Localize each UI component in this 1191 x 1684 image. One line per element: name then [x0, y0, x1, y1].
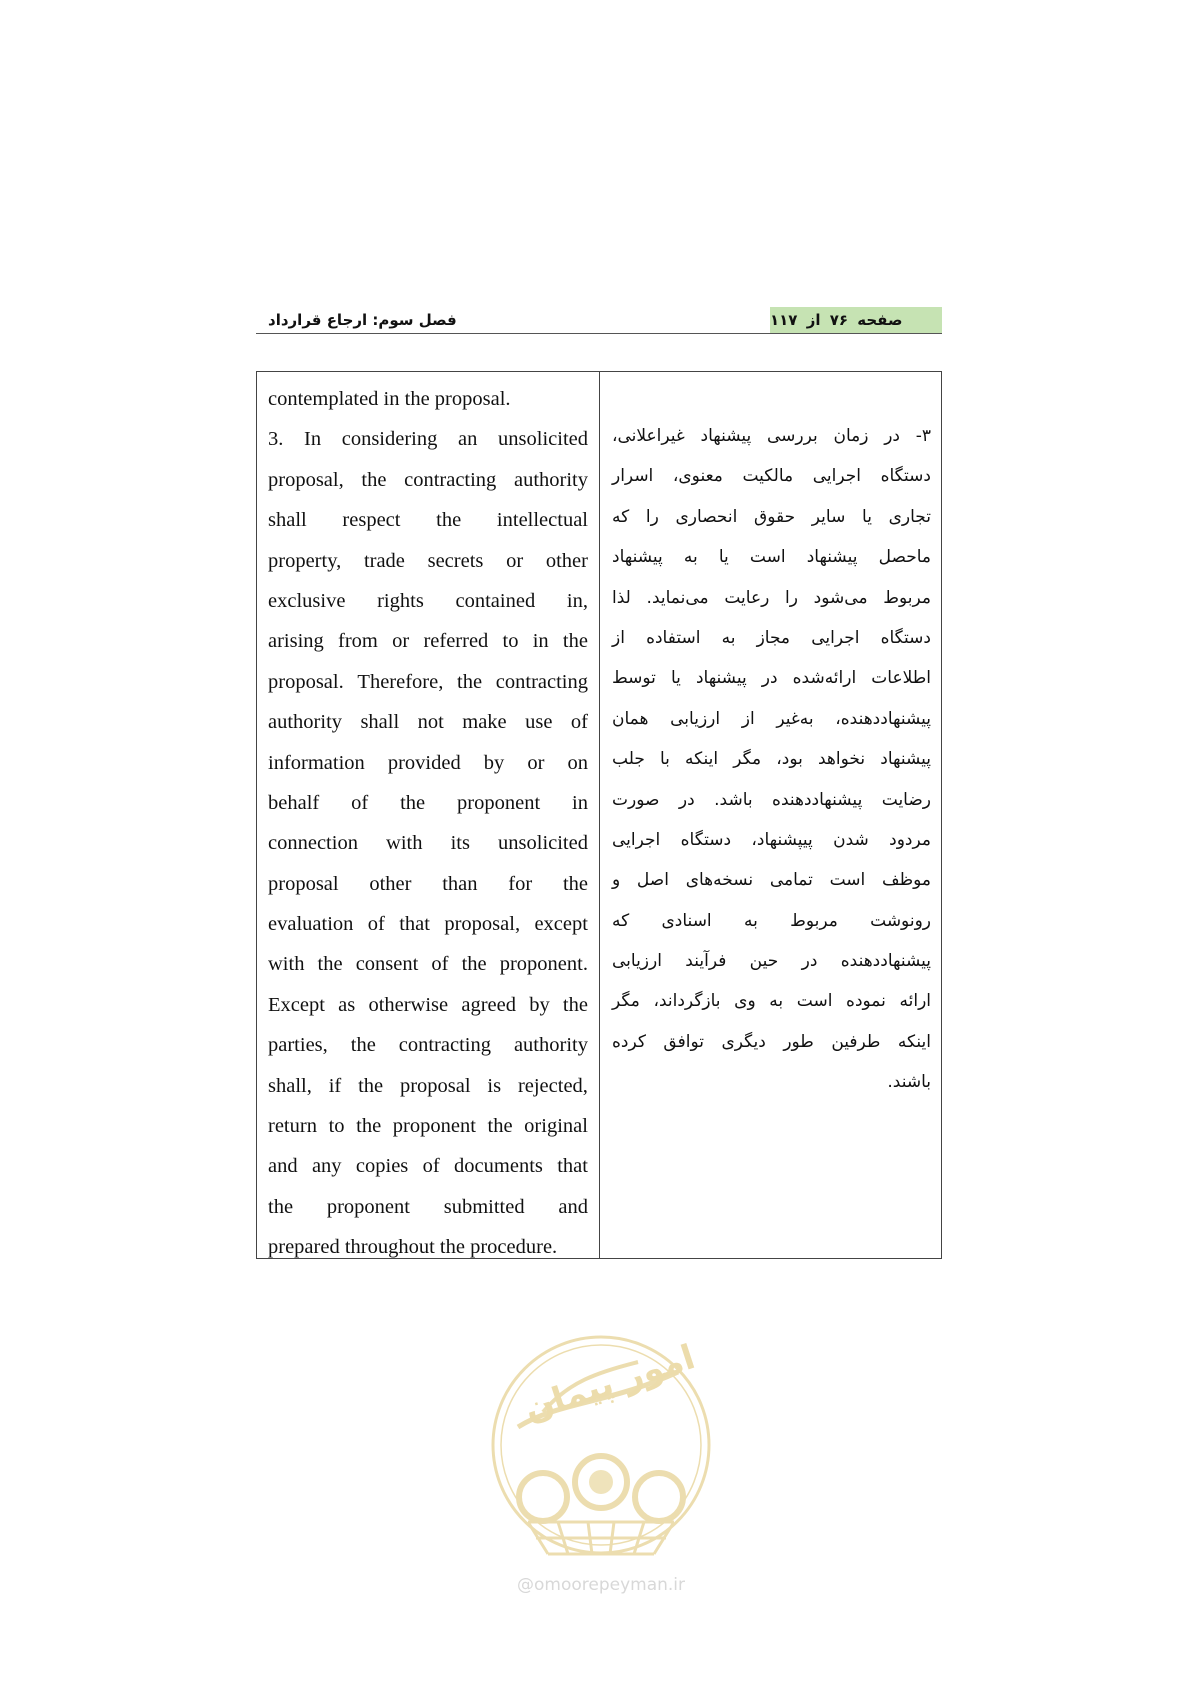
english-line: [268, 702, 588, 742]
english-word: to: [328, 1115, 345, 1138]
english-word: unsolicited: [498, 428, 588, 451]
english-word: in: [572, 791, 588, 814]
english-word: of: [367, 913, 385, 936]
english-line: [268, 783, 588, 823]
english-word: provided: [387, 751, 461, 774]
english-word: contracting: [398, 1034, 491, 1057]
english-word: connection: [268, 832, 358, 855]
english-word: secrets: [427, 549, 484, 572]
english-word: not: [417, 711, 444, 734]
english-word: than: [442, 872, 478, 895]
persian-line: پیشنهاددهنده، به‌غیر از ارزیابی همان: [612, 708, 931, 729]
english-line: [268, 1106, 588, 1146]
english-word: proposal: [268, 872, 339, 895]
english-column: [257, 372, 600, 1258]
english-word: any: [311, 1155, 342, 1178]
persian-line: اینکه طرفین طور دیگری توافق کرده: [612, 1031, 931, 1052]
english-word: rejected,: [517, 1074, 588, 1097]
english-word: the: [562, 872, 588, 895]
persian-line: رضایت پیشنهاددهنده باشد. در صورت: [612, 789, 931, 810]
english-word: proponent: [326, 1195, 410, 1218]
english-line: [268, 1025, 588, 1065]
english-word: copies: [355, 1155, 409, 1178]
english-word: in,: [566, 589, 588, 612]
english-word: shall,: [268, 1074, 312, 1097]
english-word: arising: [268, 630, 324, 653]
english-word: the: [317, 953, 343, 976]
english-word: from: [338, 630, 378, 653]
persian-line: دستگاه اجرایی مجاز به استفاده از: [612, 627, 931, 648]
english-word: the: [562, 630, 588, 653]
english-word: authority: [513, 1034, 588, 1057]
watermark-url: @omoorepeyman.ir: [516, 1575, 686, 1595]
bilingual-table: [256, 371, 942, 1259]
english-word: that: [399, 913, 430, 936]
english-word: intellectual: [496, 509, 588, 532]
english-line: [268, 581, 588, 621]
english-word: use: [525, 711, 553, 734]
english-word: the: [457, 670, 483, 693]
english-word: an: [458, 428, 478, 451]
english-line: [268, 743, 588, 783]
english-word: on: [567, 751, 588, 774]
english-word: otherwise: [368, 993, 449, 1016]
english-word: referred: [423, 630, 489, 653]
english-word: parties,: [268, 1034, 328, 1057]
english-word: trade: [363, 549, 405, 572]
english-word: behalf: [268, 791, 320, 814]
english-word: by: [529, 993, 550, 1016]
english-word: with: [386, 832, 423, 855]
english-word: as: [338, 993, 356, 1016]
english-word: proponent.: [499, 953, 588, 976]
english-word: return: [268, 1115, 317, 1138]
english-word: original: [524, 1115, 588, 1138]
page-header: [256, 307, 942, 334]
english-word: authority: [268, 711, 343, 734]
english-word: In: [304, 428, 322, 451]
english-word: the: [361, 468, 387, 491]
english-word: shall: [268, 509, 307, 532]
english-word: contracting: [404, 468, 497, 491]
english-word: except: [534, 913, 588, 936]
english-word: that: [557, 1155, 588, 1178]
english-word: and: [558, 1195, 588, 1218]
english-line: [268, 1066, 588, 1106]
persian-line: ۳- در زمان بررسی پیشنهاد غیراعلانی،: [612, 426, 931, 446]
english-word: respect: [342, 509, 401, 532]
english-word: consent: [355, 953, 419, 976]
english-word: submitted: [443, 1195, 525, 1218]
english-word: rights: [377, 589, 424, 612]
english-word: proposal,: [268, 468, 344, 491]
persian-line: مردود شدن پیپشنهاد، دستگاه اجرایی: [612, 829, 931, 850]
english-line: [268, 662, 588, 702]
english-line: [268, 419, 588, 459]
english-line: [268, 864, 588, 904]
english-word: agreed: [461, 993, 516, 1016]
english-word: its: [450, 832, 470, 855]
persian-line: تجاری یا سایر حقوق انحصاری را که: [612, 506, 931, 527]
english-word: the: [487, 1115, 513, 1138]
english-word: by: [483, 751, 505, 774]
english-word: and: [268, 1155, 298, 1178]
english-word: contemplated in the proposal.: [268, 388, 511, 410]
persian-line: اطلاعات ارائه‌شده در پیشنهاد یا توسط: [612, 668, 931, 689]
english-word: of: [431, 953, 449, 976]
english-word: the: [268, 1195, 294, 1218]
english-word: evaluation: [268, 913, 354, 936]
english-word: the: [350, 1034, 376, 1057]
english-word: proposal.: [268, 670, 344, 693]
english-line: [268, 823, 588, 863]
english-word: Except: [268, 993, 325, 1016]
english-line: [268, 621, 588, 661]
english-word: the: [562, 993, 588, 1016]
persian-line: ماحصل پیشنهاد است یا به پیشنهاد: [612, 547, 931, 568]
english-word: exclusive: [268, 589, 346, 612]
english-line: [268, 904, 588, 944]
english-word: the: [436, 509, 462, 532]
watermark-logo: [488, 1332, 714, 1602]
english-line: [268, 1227, 588, 1267]
watermark-logo-text: امور پیمان: [519, 1337, 700, 1430]
english-word: contracting: [495, 670, 588, 693]
english-word: considering: [341, 428, 438, 451]
english-word: if: [328, 1074, 342, 1097]
english-word: proponent: [457, 791, 541, 814]
persian-line: ارائه نموده است به وی بازگرداند، مگر: [612, 991, 931, 1012]
english-word: other: [369, 872, 412, 895]
english-word: or: [392, 630, 410, 653]
english-word: proposal,: [444, 913, 521, 936]
english-line: [268, 944, 588, 984]
persian-line: رونوشت مربوط به اسنادی که: [612, 910, 931, 931]
english-word: Therefore,: [357, 670, 444, 693]
english-word: the: [461, 953, 487, 976]
english-word: the: [356, 1115, 382, 1138]
english-word: is: [487, 1074, 502, 1097]
persian-line: مربوط می‌شود را رعایت می‌نماید. لذا: [612, 587, 931, 608]
english-word: or: [506, 549, 524, 572]
english-word: contained: [455, 589, 536, 612]
english-word: of: [570, 711, 588, 734]
persian-line: پیشنهاددهنده در حین فرآیند ارزیابی: [612, 951, 931, 972]
english-word: with: [268, 953, 305, 976]
english-word: of: [422, 1155, 440, 1178]
english-word: documents: [454, 1155, 543, 1178]
persian-line: موظف است تمامی نسخه‌های اصل و: [612, 870, 931, 891]
persian-line: پیشنهاد نخواهد بود، مگر اینکه با جلب: [612, 749, 931, 770]
english-line: [268, 500, 588, 540]
english-word: to: [502, 630, 519, 653]
english-line: [268, 1146, 588, 1186]
english-word: the: [400, 791, 426, 814]
english-word: unsolicited: [498, 832, 588, 855]
english-word: 3.: [268, 428, 284, 451]
english-line: [268, 541, 588, 581]
english-word: authority: [513, 468, 588, 491]
english-word: make: [462, 711, 507, 734]
english-line: [268, 379, 588, 419]
english-word: for: [508, 872, 533, 895]
english-line: [268, 460, 588, 500]
english-word: or: [527, 751, 545, 774]
english-word: property,: [268, 549, 342, 572]
chapter-title: فصل سوم: ارجاع قرارداد: [268, 311, 457, 329]
persian-line: باشند.: [887, 1072, 931, 1093]
english-line: [268, 1187, 588, 1227]
page-counter: صفحه ۷۶ از ۱۱۷: [770, 307, 942, 333]
english-word: prepared throughout the procedure.: [268, 1236, 558, 1259]
english-word: the: [358, 1074, 384, 1097]
english-word: in: [532, 630, 549, 653]
english-word: proposal: [399, 1074, 471, 1097]
english-word: shall: [360, 711, 400, 734]
english-line: [268, 985, 588, 1025]
english-word: of: [351, 791, 369, 814]
english-word: proponent: [392, 1115, 476, 1138]
persian-column: [600, 372, 941, 1258]
persian-line: دستگاه اجرایی مالکیت معنوی، اسرار: [612, 466, 931, 487]
english-word: other: [545, 549, 588, 572]
english-word: information: [268, 751, 365, 774]
